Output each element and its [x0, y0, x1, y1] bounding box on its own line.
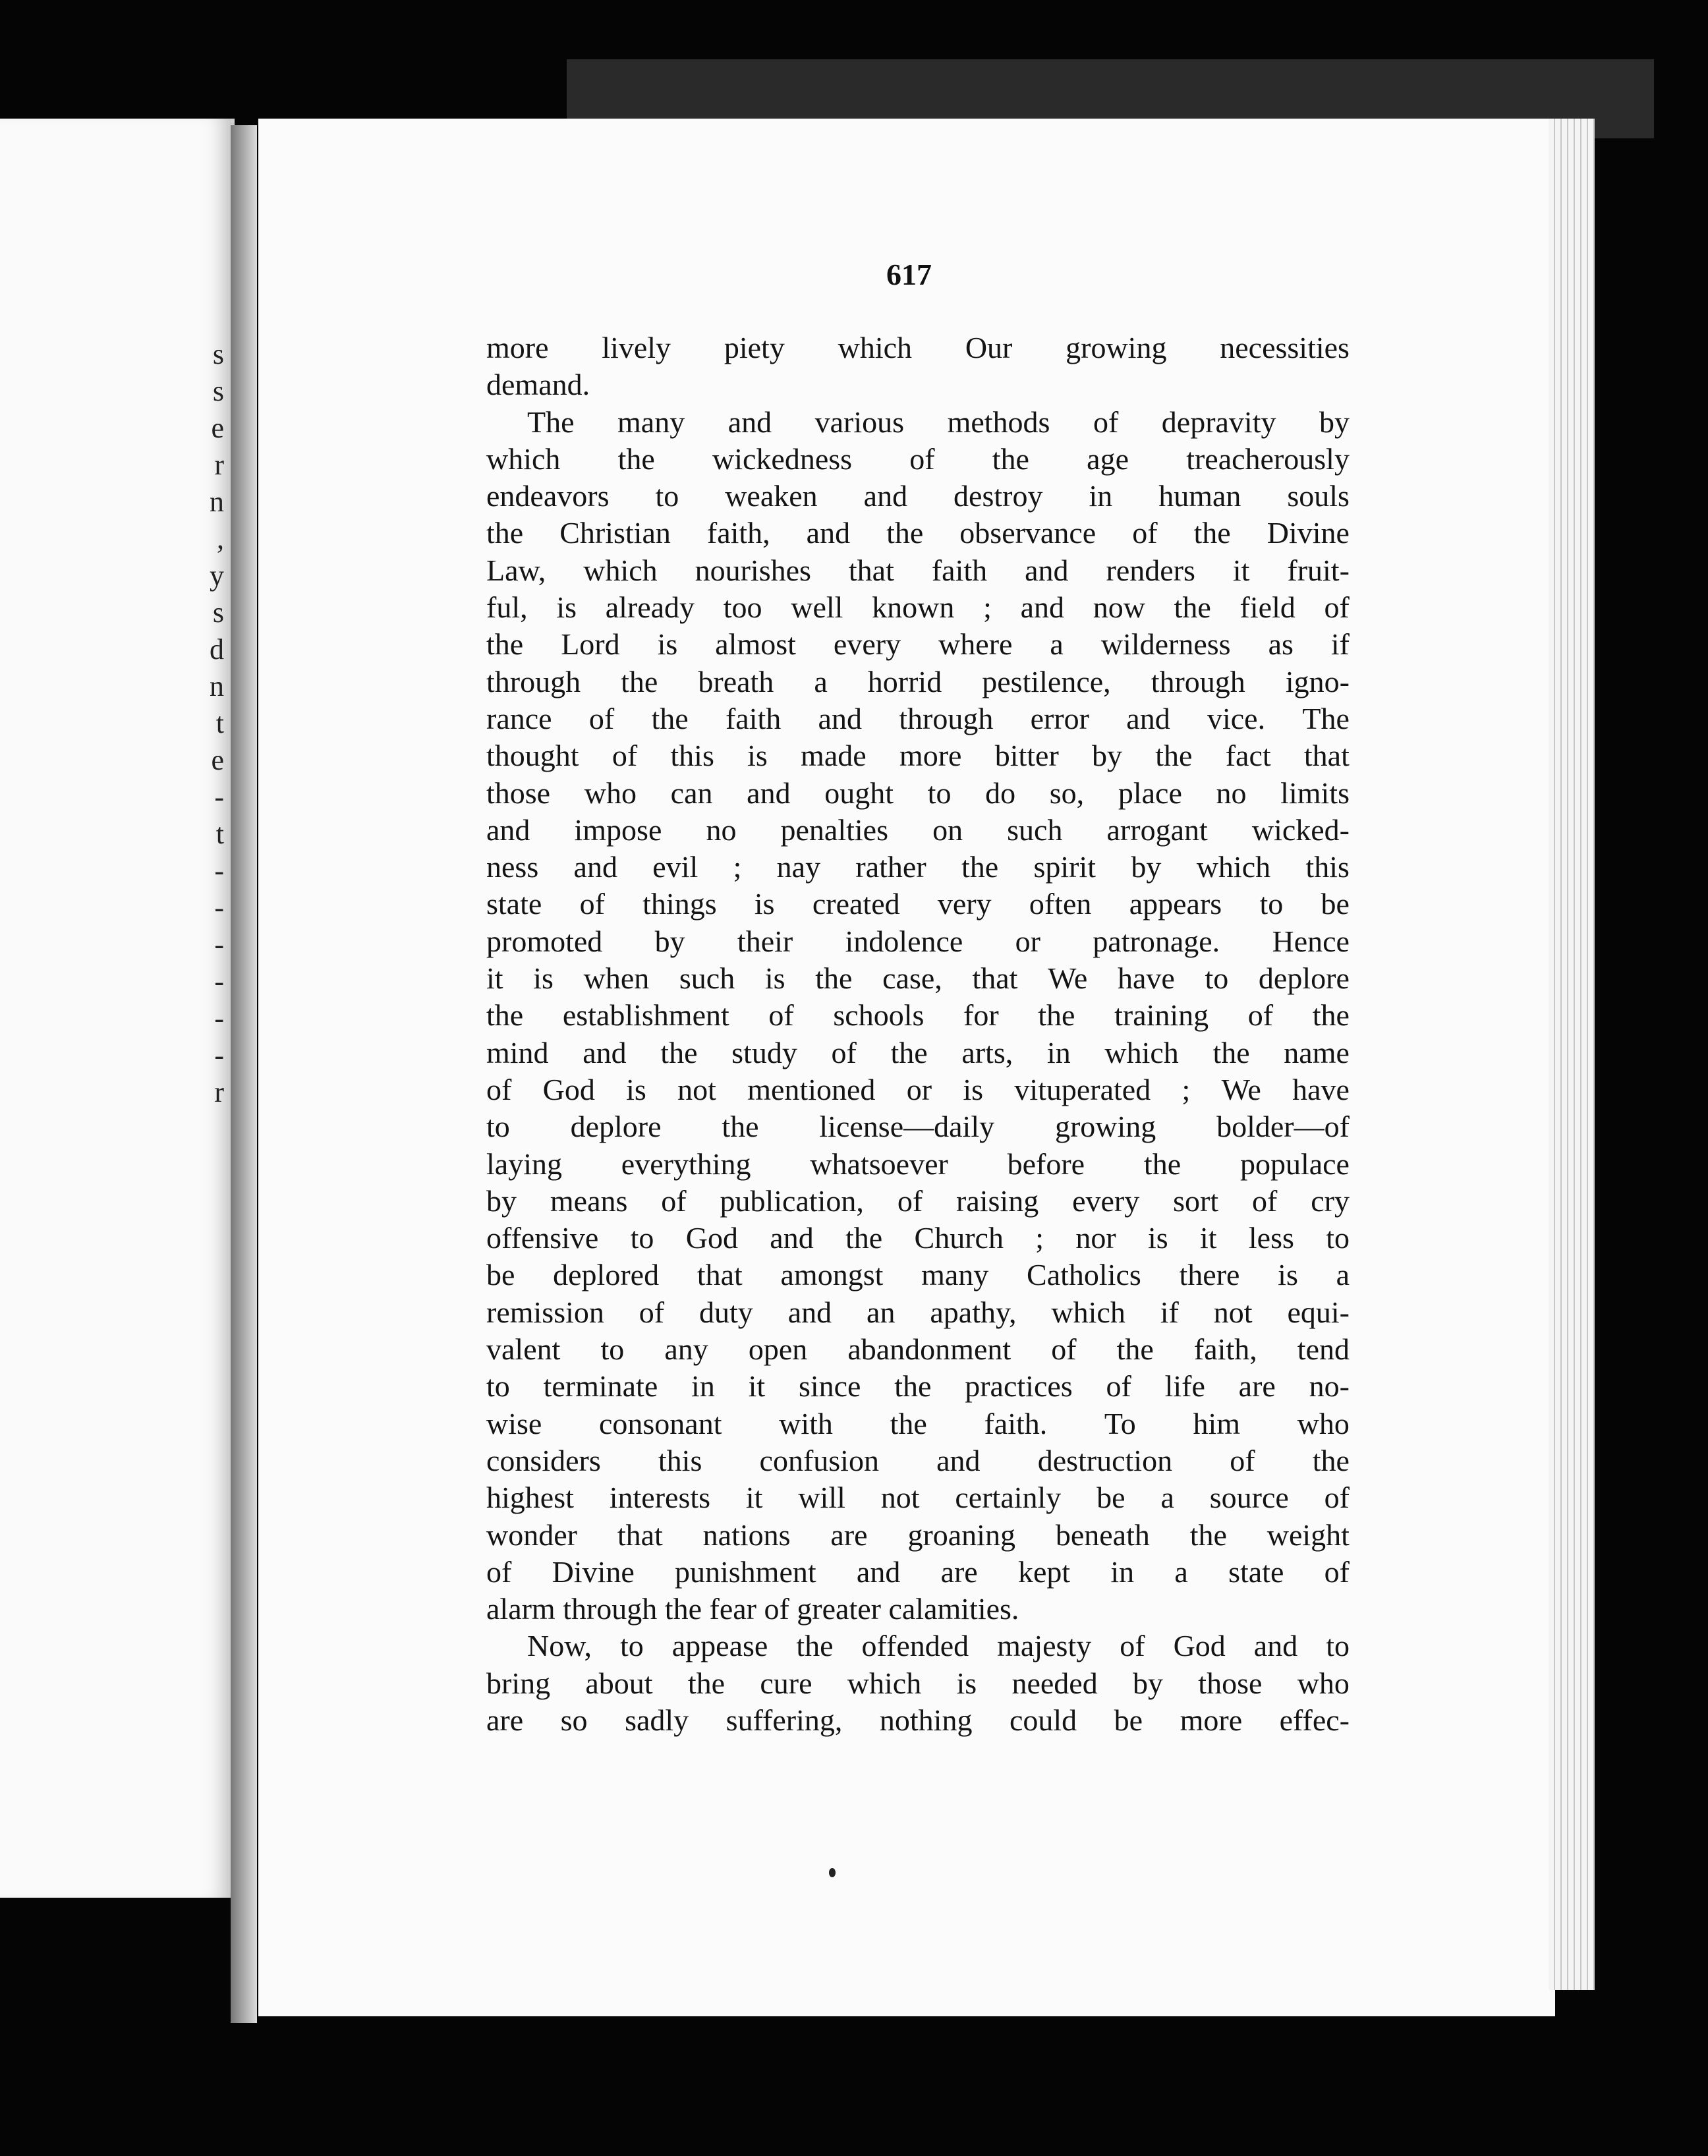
- text-line: Now, to appease the offended majesty of God and to: [527, 1629, 1350, 1663]
- left-page-char: n: [210, 486, 224, 518]
- left-page-char: t: [215, 818, 224, 850]
- text-line: mind and the study of the arts, in which the name: [486, 1035, 1350, 1069]
- left-page-char: -: [214, 965, 224, 998]
- ink-speck: [829, 1868, 836, 1877]
- text-line: alarm through the fear of greater calamities.: [486, 1592, 1019, 1626]
- text-line: ness and evil ; nay rather the spirit by which this: [486, 850, 1350, 884]
- left-page-char: -: [214, 1002, 224, 1035]
- text-line: more lively piety which Our growing necessities: [486, 331, 1350, 364]
- text-line: laying everything whatsoever before the populace: [486, 1147, 1350, 1181]
- text-line: bring about the cure which is needed by those who: [486, 1666, 1350, 1700]
- left-page-char: ,: [217, 523, 224, 555]
- page-number: 617: [886, 258, 932, 291]
- left-page-char: e: [211, 744, 224, 776]
- text-line: it is when such is the case, that We have to deplore: [486, 961, 1350, 996]
- text-line: The many and various methods of depravity by: [527, 405, 1350, 439]
- text-line: the Christian faith, and the observance of the Divine: [486, 516, 1350, 550]
- left-page-char: s: [212, 596, 224, 629]
- text-line: promoted by their indolence or patronage. Hence: [486, 924, 1350, 958]
- text-line: the establishment of schools for the training of the: [486, 998, 1350, 1033]
- left-page-char: n: [210, 670, 224, 702]
- text-line: ful, is already too well known ; and now the field of: [486, 590, 1350, 625]
- book-gutter: [231, 125, 257, 2023]
- left-page-char: s: [212, 375, 224, 407]
- text-line: those who can and ought to do so, place no limits: [486, 776, 1350, 810]
- text-line: valent to any open abandonment of the faith, tend: [486, 1332, 1350, 1367]
- left-page-char: -: [214, 1039, 224, 1071]
- text-line: be deplored that amongst many Catholics there is a: [486, 1258, 1350, 1292]
- text-line: highest interests it will not certainly be a source of: [486, 1481, 1350, 1515]
- left-page-char: -: [214, 928, 224, 961]
- text-line: endeavors to weaken and destroy in human souls: [486, 479, 1350, 513]
- text-line: wonder that nations are groaning beneath the weight: [486, 1518, 1350, 1552]
- left-page-cut-text: [204, 336, 224, 1111]
- text-line: to deplore the license—daily growing bolder—of: [486, 1110, 1350, 1144]
- left-page-char: r: [214, 449, 224, 481]
- text-line: state of things is created very often appears to be: [486, 887, 1350, 921]
- body-text: [486, 329, 1350, 1739]
- text-line: offensive to God and the Church ; nor is it less to: [486, 1221, 1350, 1255]
- text-line: through the breath a horrid pestilence, through igno-: [486, 664, 1350, 698]
- left-page-char: t: [215, 707, 224, 739]
- text-line: wise consonant with the faith. To him who: [486, 1406, 1350, 1440]
- page-edge-stack: [1549, 119, 1595, 1990]
- left-page-char: d: [210, 633, 224, 666]
- text-line: of God is not mentioned or is vituperated ; We have: [486, 1072, 1350, 1106]
- text-line: and impose no penalties on such arrogant wicked-: [486, 812, 1350, 847]
- text-line: rance of the faith and through error and vice. The: [486, 701, 1350, 735]
- left-page-char: -: [214, 781, 224, 813]
- text-line: thought of this is made more bitter by the fact that: [486, 739, 1350, 773]
- left-page-char: r: [214, 1076, 224, 1108]
- left-page-char: -: [214, 892, 224, 924]
- text-line: demand.: [486, 368, 590, 402]
- left-page-char: s: [212, 338, 224, 370]
- text-line: to terminate in it since the practices of life are no-: [486, 1369, 1350, 1404]
- left-facing-page: [0, 119, 235, 1898]
- left-page-char: -: [214, 855, 224, 887]
- text-line: the Lord is almost every where a wilderness as if: [486, 627, 1350, 662]
- text-line: by means of publication, of raising every sort of cry: [486, 1183, 1350, 1218]
- text-line: Law, which nourishes that faith and renders it fruit-: [486, 553, 1350, 587]
- left-page-char: e: [211, 412, 224, 444]
- text-line: are so sadly suffering, nothing could be more effec-: [486, 1703, 1350, 1737]
- text-line: of Divine punishment and are kept in a state of: [486, 1554, 1350, 1589]
- text-line: remission of duty and an apathy, which if not equi-: [486, 1295, 1350, 1329]
- text-line: which the wickedness of the age treacherously: [486, 441, 1350, 476]
- left-page-char: y: [210, 559, 224, 592]
- text-line: considers this confusion and destruction of the: [486, 1443, 1350, 1477]
